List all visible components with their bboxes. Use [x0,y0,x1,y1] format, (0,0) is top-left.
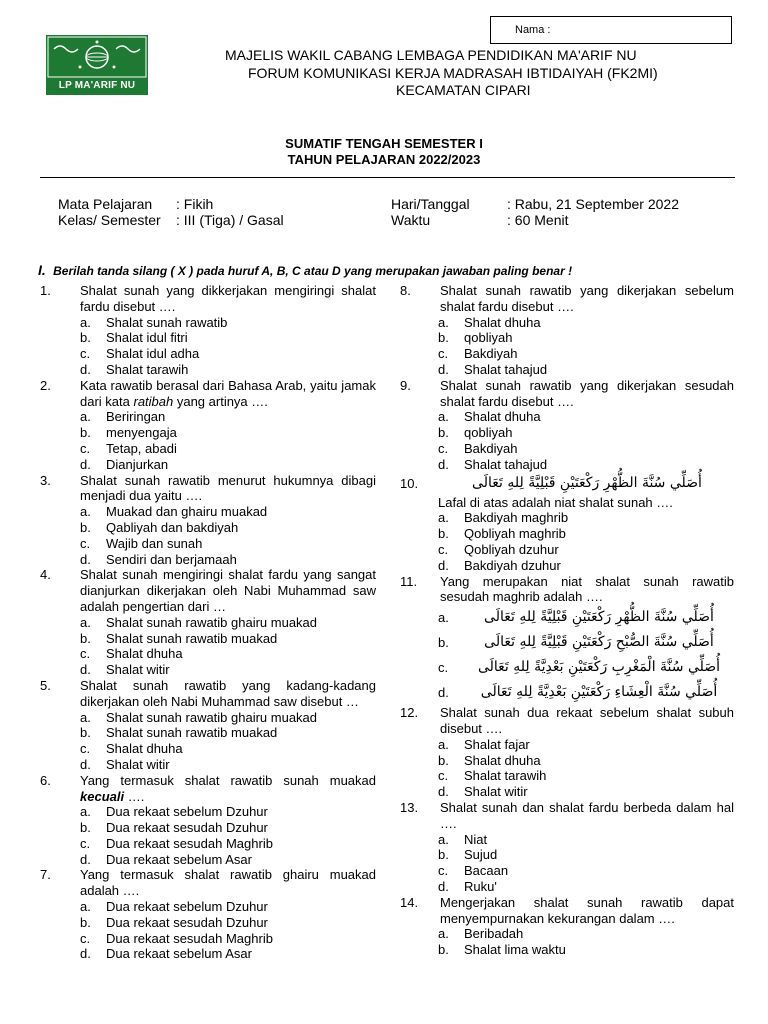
option-d[interactable]: d. Shalat witir [80,756,170,772]
question-1 [40,283,376,378]
question-text: Shalat sunah yang dikkerjakan mengiringi shalat fardu disebut …. [80,283,376,314]
question-text: Shalat sunah dua rekaat sebelum shalat subuh disebut …. [440,705,734,736]
option-b[interactable]: b. qobliyah [438,330,513,346]
option-c[interactable]: c. Shalat dhuha [80,646,183,662]
option-b[interactable]: b. Shalat sunah rawatib muakad [80,630,278,646]
option-d[interactable]: d. أُصَلِّي سُنَّةَ الْعِشَاءِ رَكْعَتَيْنِ بَعْدِيَّةً لِلهِ تَعَالَى [438,683,718,700]
logo-caption: LP MA'ARIF NU [58,80,136,91]
subject-label: Mata Pelajaran [58,196,153,212]
question-text: Lafal di atas adalah niat shalat sunah …. [438,494,673,510]
nu-emblem-icon [46,35,148,79]
exam-title: SUMATIF TENGAH SEMESTER I [285,136,483,151]
option-b[interactable]: b. أُصَلِّي سُنَّةَ الصُّبْحِ رَكْعَتَيْنِ قَبْلِيَّةً لِلهِ تَعَالَى [438,633,714,650]
option-a[interactable]: a. Beriringan [80,409,166,425]
question-number: 12. [400,705,419,721]
option-b[interactable]: b. Dua rekaat sesudah Dzuhur [80,914,268,930]
time-value: : 60 Menit [507,212,569,228]
header-line-2: FORUM KOMUNIKASI KERJA MADRASAH IBTIDAIYAH (FK2MI) [248,65,658,81]
question-4 [40,567,376,678]
question-text: Yang termasuk shalat rawatib sunah muakad kecuali …. [80,772,376,804]
option-c[interactable]: c. Wajib dan sunah [80,535,203,551]
option-a[interactable]: a. Dua rekaat sebelum Dzuhur [80,899,268,915]
question-text: Shalat sunah dan shalat fardu berbeda dalam hal …. [440,799,734,831]
name-field[interactable] [490,16,732,44]
option-a[interactable]: a. Bakdiyah maghrib [438,510,569,526]
option-d[interactable]: d. Dianjurkan [80,456,169,472]
option-b[interactable]: b. Shalat dhuha [438,752,541,768]
option-b[interactable]: b. Shalat sunah rawatib muakad [80,725,278,741]
question-9 [400,378,734,473]
option-c[interactable]: c. Tetap, abadi [80,440,177,456]
question-number: 11. [400,573,418,589]
option-c[interactable]: c. Shalat tarawih [438,768,547,784]
question-6 [40,773,376,868]
option-c[interactable]: c. Shalat dhuha [80,741,183,757]
option-b[interactable]: b. Dua rekaat sesudah Dzuhur [80,820,268,836]
question-number: 4. [40,567,51,583]
class-label: Kelas/ Semester [58,212,161,228]
option-a[interactable]: a. Shalat dhuha [438,314,541,330]
option-d[interactable]: d. Shalat witir [80,662,170,678]
option-d[interactable]: d. Shalat tahajud [438,456,548,472]
option-d[interactable]: d. Dua rekaat sebelum Asar [80,946,252,962]
left-column [40,283,376,962]
option-c[interactable]: c. Dua rekaat sesudah Maghrib [80,930,273,946]
question-5 [40,678,376,773]
option-a[interactable]: a. Shalat sunah rawatib ghairu muakad [80,614,318,630]
instruction [38,262,572,278]
question-11 [400,574,734,706]
right-column [400,283,734,958]
option-b[interactable]: b. Shalat idul fitri [80,330,188,346]
option-c[interactable]: c. Shalat idul adha [80,346,200,362]
question-number: 14. [400,894,419,910]
arabic-niat: أُصَلِّي سُنَّةَ الظُّهْرِ رَكْعَتَيْنِ قَبْلِيَّةً لِلهِ تَعَالَى [472,474,702,491]
option-d[interactable]: d. Shalat tahajud [438,361,548,377]
option-c[interactable]: c. Bakdiyah [438,440,518,456]
question-3 [40,473,376,568]
option-d[interactable]: d. Dua rekaat sebelum Asar [80,851,252,867]
time-label: Waktu [391,212,431,228]
question-7 [40,867,376,962]
question-12 [400,705,734,800]
question-number: 1. [40,283,51,298]
option-d[interactable]: d. Shalat tarawih [80,361,189,377]
option-a[interactable]: a. Shalat dhuha [438,409,541,425]
option-a[interactable]: a. Shalat sunah rawatib [80,314,228,330]
header-line-1: MAJELIS WAKIL CABANG LEMBAGA PENDIDIKAN MA'ARIF NU [225,47,637,63]
option-c[interactable]: c. Bakdiyah [438,346,518,362]
option-a[interactable]: a. Beribadah [438,926,524,942]
option-a[interactable]: a. Niat [438,831,488,847]
date-label: Hari/Tanggal [391,196,470,212]
option-d[interactable]: d. Shalat witir [438,784,528,800]
option-a[interactable]: a. أُصَلِّي سُنَّةَ الظُّهْرِ رَكْعَتَيْنِ قَبْلِيَّةً لِلهِ تَعَالَى [438,608,714,625]
question-2 [40,378,376,473]
question-text: Kata rawatib berasal dari Bahasa Arab, yaitu jamak dari kata ratibah yang artinya …. [80,377,376,409]
question-number: 3. [40,472,51,488]
question-text: Yang termasuk shalat rawatib ghairu muakad adalah …. [80,867,376,899]
class-value: : III (Tiga) / Gasal [176,212,284,228]
question-number: 10. [400,475,419,491]
question-text: Shalat sunah rawatib yang dikerjakan sesudah shalat fardu disebut …. [440,377,734,409]
question-10 [400,473,734,574]
option-c[interactable]: c. Bacaan [438,863,509,879]
subject-value: : Fikih [176,196,214,212]
question-text: Shalat sunah rawatib yang kadang-kadang dikerjakan oleh Nabi Muhammad saw disebut … [80,677,376,709]
section-number: I. [38,262,46,278]
option-b[interactable]: b. Qobliyah maghrib [438,526,566,542]
question-number: 9. [400,377,411,393]
question-text: Shalat sunah rawatib yang dikerjakan sebelum shalat fardu disebut …. [440,283,734,314]
option-d[interactable]: d. Bakdiyah dzuhur [438,557,561,573]
question-number: 6. [40,772,51,788]
name-label: Nama : [515,24,551,36]
option-a[interactable]: a. Shalat sunah rawatib ghairu muakad [80,709,318,725]
option-c[interactable]: c. أُصَلِّي سُنَّةَ الْمَغْرِبِ رَكْعَتَيْنِ بَعْدِيَّةً لِلهِ تَعَالَى [438,658,721,675]
question-number: 5. [40,677,51,693]
exam-year: TAHUN PELAJARAN 2022/2023 [287,152,481,167]
option-a[interactable]: a. Dua rekaat sebelum Dzuhur [80,804,268,820]
date-value: : Rabu, 21 September 2022 [507,196,680,212]
question-number: 8. [400,283,411,298]
option-a[interactable]: a. Shalat fajar [438,736,530,752]
option-c[interactable]: c. Dua rekaat sesudah Maghrib [80,835,273,851]
option-b[interactable]: b. Sujud [438,847,498,863]
question-number: 2. [40,377,51,393]
header-divider [40,177,735,178]
option-b[interactable]: b. Qabliyah dan bakdiyah [80,519,239,535]
question-text: Shalat sunah mengiringi shalat fardu yang sangat dianjurkan dikerjakan oleh Nabi Muhammad saw adalah pengertian dari … [80,567,376,614]
option-b[interactable]: b. menyengaja [80,425,177,441]
question-8 [400,283,734,378]
question-text: Shalat sunah rawatib menurut hukumnya dibagi menjadi dua yaitu …. [80,472,376,504]
question-13 [400,800,734,895]
question-number: 7. [40,867,51,883]
option-a[interactable]: a. Muakad dan ghairu muakad [80,504,268,520]
instruction-text: Berilah tanda silang ( X ) pada huruf A, B, C atau D yang merupakan jawaban paling benar ! [53,264,573,278]
option-b[interactable]: b. Shalat lima waktu [438,942,566,958]
question-number: 13. [400,799,419,815]
header-line-3: KECAMATAN CIPARI [396,82,531,98]
option-c[interactable]: c. Qobliyah dzuhur [438,541,559,557]
option-d[interactable]: d. Ruku' [438,878,497,894]
question-text: Mengerjakan shalat sunah rawatib dapat menyempurnakan kekurangan dalam …. [440,894,734,926]
option-b[interactable]: b. qobliyah [438,425,513,441]
question-14 [400,895,734,958]
question-text: Yang merupakan niat shalat sunah rawatib sesudah maghrib adalah …. [440,573,734,605]
option-d[interactable]: d. Sendiri dan berjamaah [80,551,237,567]
